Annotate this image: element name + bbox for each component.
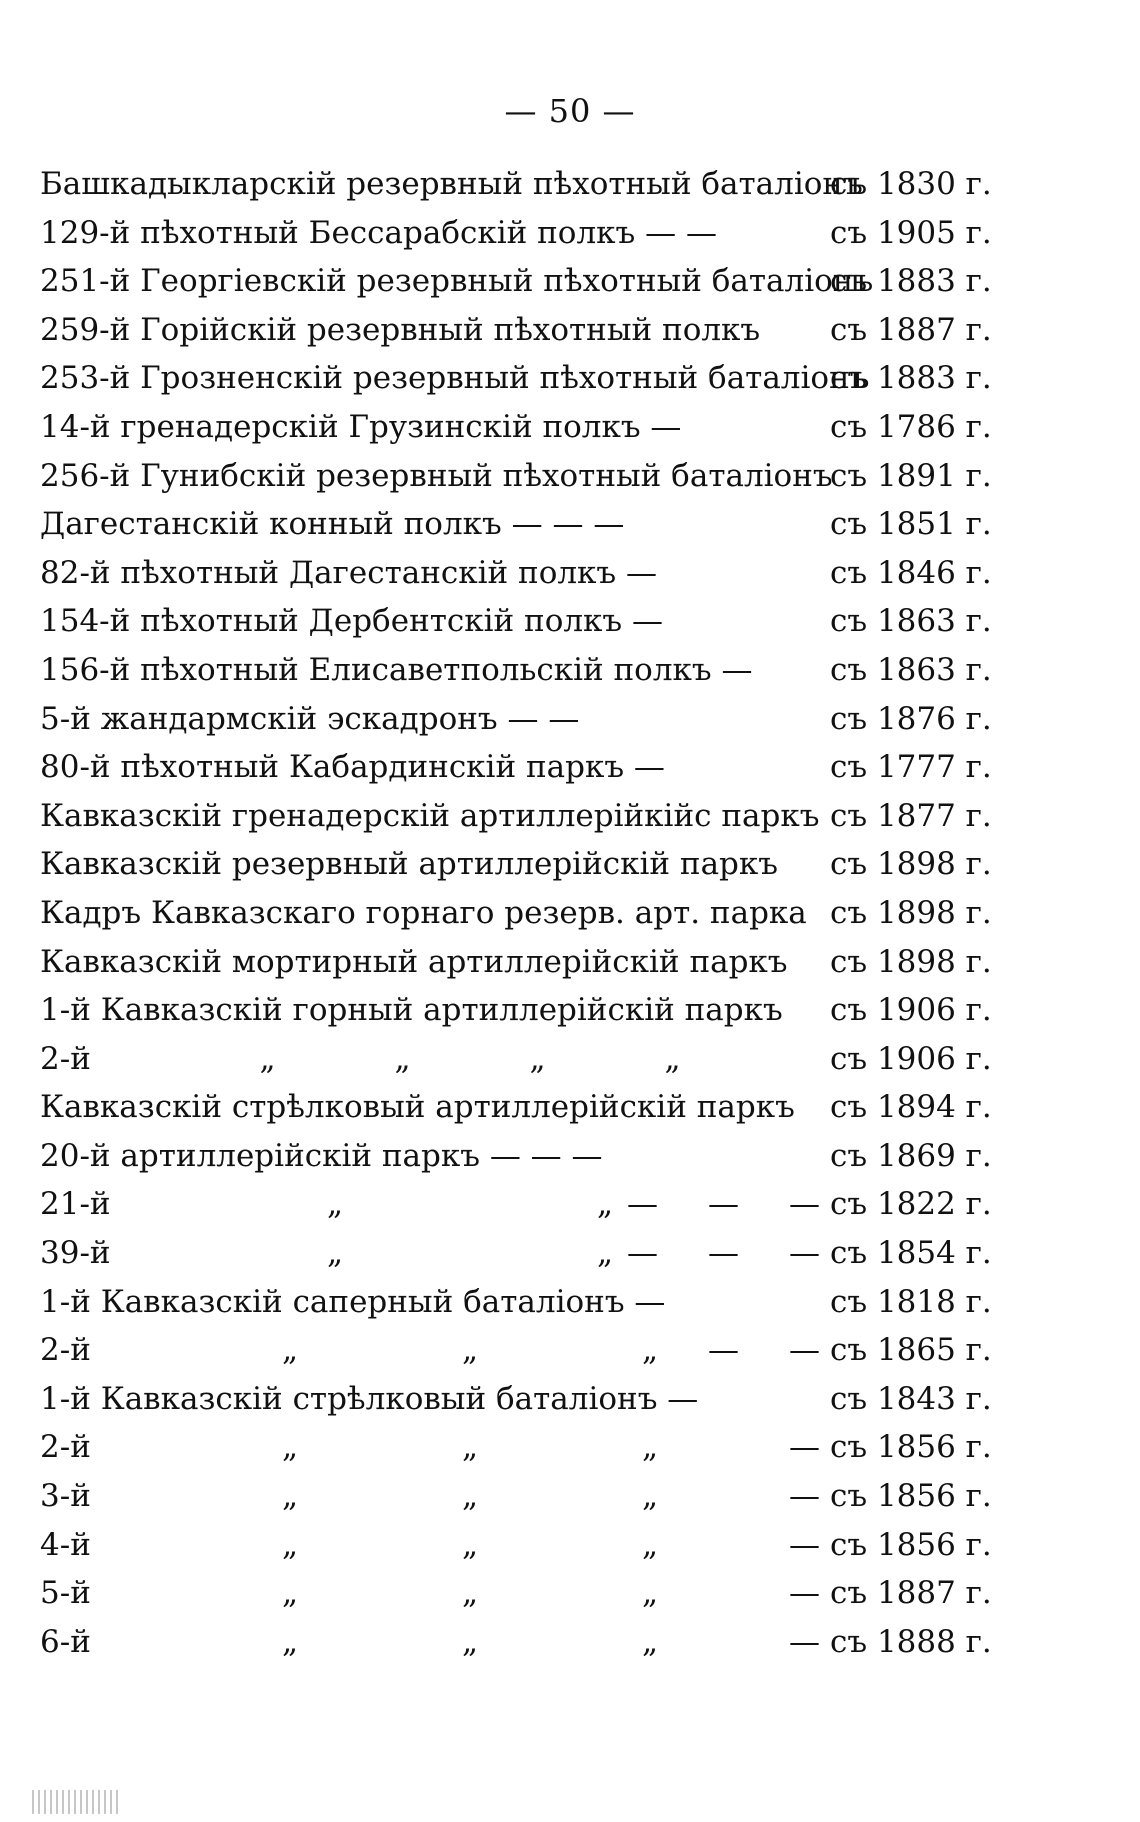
ditto-mark: „: [641, 1478, 659, 1515]
dash-mark: —: [789, 1235, 820, 1272]
list-item: [40, 792, 1020, 841]
dash-mark: —: [789, 1623, 820, 1660]
unit-name: 14-й гренадерскій Грузинскій полкъ —: [40, 408, 682, 445]
founding-date: съ 1898 г.: [830, 846, 992, 883]
unit-name: 1-й Кавказскій стрѣлковый баталіонъ —: [40, 1380, 699, 1417]
list-item: [40, 840, 1020, 889]
unit-name: Кавказскій мортирный артиллерійскій паркъ: [40, 943, 788, 980]
list-item: [40, 938, 1020, 987]
ditto-mark: „: [281, 1332, 299, 1369]
dash-marks: [620, 1180, 840, 1229]
unit-name: 3-й: [40, 1478, 91, 1515]
dash-mark: —: [789, 1429, 820, 1466]
founding-date: съ 1830 г.: [830, 166, 992, 202]
unit-name: 4-й: [40, 1526, 91, 1563]
founding-date: съ 1877 г.: [830, 797, 992, 834]
founding-date: съ 1883 г.: [830, 263, 992, 300]
unit-name: Кавказскій резервный артиллерійскій паркъ: [40, 846, 778, 883]
ditto-mark: „: [281, 1623, 299, 1660]
list-item: [40, 1132, 1020, 1181]
list-item: [40, 1423, 1020, 1472]
ditto-mark: „: [641, 1623, 659, 1660]
ditto-mark: „: [596, 1186, 614, 1223]
founding-date: съ 1786 г.: [830, 408, 992, 445]
dash-marks: [620, 1326, 840, 1375]
ditto-mark: „: [461, 1623, 479, 1660]
ditto-mark: „: [326, 1186, 344, 1223]
ditto-mark: „: [461, 1478, 479, 1515]
unit-name: 1-й Кавказскій горный артиллерійскій паркъ: [40, 992, 783, 1029]
founding-date: съ 1894 г.: [830, 1089, 992, 1126]
unit-name: 39-й: [40, 1235, 111, 1272]
dash-mark: —: [708, 1332, 739, 1369]
list-item: [40, 1375, 1020, 1424]
dash-mark: —: [708, 1235, 739, 1272]
founding-date: съ 1887 г.: [830, 311, 992, 348]
list-item: [40, 354, 1020, 403]
founding-date: съ 1869 г.: [830, 1137, 992, 1174]
dash-marks: [620, 1423, 840, 1472]
ditto-mark: „: [641, 1526, 659, 1563]
unit-name: 1-й Кавказскій саперный баталіонъ —: [40, 1283, 666, 1320]
dash-mark: —: [789, 1332, 820, 1369]
list-item: [40, 646, 1020, 695]
founding-date: съ 1898 г.: [830, 894, 992, 931]
unit-name: 5-й: [40, 1575, 91, 1612]
founding-date: съ 1888 г.: [830, 1623, 992, 1660]
scan-edge-mark: [32, 1790, 122, 1814]
list-item: [40, 1326, 1020, 1375]
founding-date: съ 1818 г.: [830, 1283, 992, 1320]
list-item: [40, 306, 1020, 355]
founding-date: съ 1856 г.: [830, 1478, 992, 1515]
dash-mark: —: [789, 1478, 820, 1515]
unit-name: 21-й: [40, 1186, 111, 1223]
founding-date: съ 1863 г.: [830, 651, 992, 688]
ditto-mark: „: [461, 1575, 479, 1612]
founding-date: съ 1854 г.: [830, 1235, 992, 1272]
dash-marks: [620, 1521, 840, 1570]
list-item: [40, 597, 1020, 646]
ditto-mark: „: [281, 1575, 299, 1612]
dash-mark: —: [627, 1186, 658, 1223]
dash-mark: —: [789, 1186, 820, 1223]
unit-name: 253-й Грозненскій резервный пѣхотный баталіонъ: [40, 360, 870, 397]
unit-name: 2-й: [40, 1332, 91, 1369]
founding-date: съ 1891 г.: [830, 457, 992, 494]
dash-marks: [620, 1618, 840, 1667]
list-item: [40, 1035, 1020, 1084]
ditto-mark: „: [596, 1235, 614, 1272]
page-number: — 50 —: [504, 92, 636, 130]
dash-mark: —: [708, 1186, 739, 1223]
ditto-mark: „: [259, 1040, 276, 1077]
list-item: [40, 209, 1020, 258]
dash-marks: [620, 1229, 840, 1278]
ditto-mark: „: [281, 1429, 299, 1466]
unit-name: 129-й пѣхотный Бессарабскій полкъ — —: [40, 214, 717, 251]
founding-date: съ 1851 г.: [830, 506, 992, 543]
ditto-mark: „: [394, 1040, 411, 1077]
list-item: [40, 500, 1020, 549]
list-item: [40, 257, 1020, 306]
list-item: [40, 1618, 1020, 1667]
unit-name: 256-й Гунибскій резервный пѣхотный баталіонъ: [40, 457, 833, 494]
list-item: [40, 889, 1020, 938]
unit-name: 20-й артиллерійскій паркъ — — —: [40, 1137, 603, 1174]
founding-date: съ 1876 г.: [830, 700, 992, 737]
ditto-mark: „: [281, 1526, 299, 1563]
founding-date: съ 1777 г.: [830, 749, 992, 786]
dash-mark: —: [627, 1235, 658, 1272]
ditto-mark: „: [461, 1429, 479, 1466]
ditto-mark: „: [326, 1235, 344, 1272]
founding-date: съ 1906 г.: [830, 992, 992, 1029]
list-item: [40, 986, 1020, 1035]
unit-name: 5-й жандармскій эскадронъ — —: [40, 700, 580, 737]
ditto-mark: „: [664, 1040, 681, 1077]
list-item: [40, 160, 1020, 209]
unit-name: 154-й пѣхотный Дербентскій полкъ —: [40, 603, 664, 640]
unit-name: Кадръ Кавказскаго горнаго резерв. арт. парка: [40, 894, 807, 931]
unit-name: 2-й: [40, 1429, 91, 1466]
unit-name: 82-й пѣхотный Дагестанскій полкъ —: [40, 554, 658, 591]
founding-date: съ 1856 г.: [830, 1526, 992, 1563]
unit-name: Башкадыкларскій резервный пѣхотный баталіонъ: [40, 166, 863, 202]
founding-date: съ 1843 г.: [830, 1380, 992, 1417]
unit-name: Дагестанскій конный полкъ — — —: [40, 506, 625, 543]
unit-name: 156-й пѣхотный Елисаветпольскій полкъ —: [40, 651, 753, 688]
unit-name: Кавказскій стрѣлковый артиллерійскій паркъ: [40, 1089, 795, 1126]
ditto-mark: „: [461, 1332, 479, 1369]
ditto-mark: „: [281, 1478, 299, 1515]
founding-date: съ 1898 г.: [830, 943, 992, 980]
unit-name: 251-й Георгіевскій резервный пѣхотный баталіонъ: [40, 263, 874, 300]
unit-name: 80-й пѣхотный Кабардинскій паркъ —: [40, 749, 665, 786]
list-item: [40, 1569, 1020, 1618]
founding-date: съ 1863 г.: [830, 603, 992, 640]
list-item: [40, 1180, 1020, 1229]
founding-date: съ 1906 г.: [830, 1040, 992, 1077]
list-item: [40, 403, 1020, 452]
dash-marks: [620, 1472, 840, 1521]
founding-date: съ 1883 г.: [830, 360, 992, 397]
unit-list: [40, 160, 1020, 1666]
dash-mark: —: [789, 1526, 820, 1563]
founding-date: съ 1846 г.: [830, 554, 992, 591]
list-item: [40, 549, 1020, 598]
founding-date: съ 1905 г.: [830, 214, 992, 251]
unit-name: 2-й: [40, 1040, 91, 1077]
list-item: [40, 1229, 1020, 1278]
unit-name: 6-й: [40, 1623, 91, 1660]
ditto-marks: [200, 1035, 740, 1084]
list-item: [40, 1521, 1020, 1570]
dash-marks: [620, 1569, 840, 1618]
ditto-mark: „: [641, 1429, 659, 1466]
dash-mark: —: [789, 1575, 820, 1612]
ditto-mark: „: [641, 1575, 659, 1612]
unit-name: Кавказскій гренадерскій артиллерійкійс паркъ: [40, 797, 820, 834]
unit-name: 259-й Горійскій резервный пѣхотный полкъ: [40, 311, 761, 348]
list-item: [40, 1278, 1020, 1327]
ditto-mark: „: [461, 1526, 479, 1563]
list-item: [40, 1083, 1020, 1132]
ditto-mark: „: [529, 1040, 546, 1077]
founding-date: съ 1856 г.: [830, 1429, 992, 1466]
list-item: [40, 743, 1020, 792]
list-item: [40, 1472, 1020, 1521]
list-item: [40, 695, 1020, 744]
founding-date: съ 1865 г.: [830, 1332, 992, 1369]
founding-date: съ 1887 г.: [830, 1575, 992, 1612]
founding-date: съ 1822 г.: [830, 1186, 992, 1223]
list-item: [40, 452, 1020, 501]
ditto-mark: „: [641, 1332, 659, 1369]
